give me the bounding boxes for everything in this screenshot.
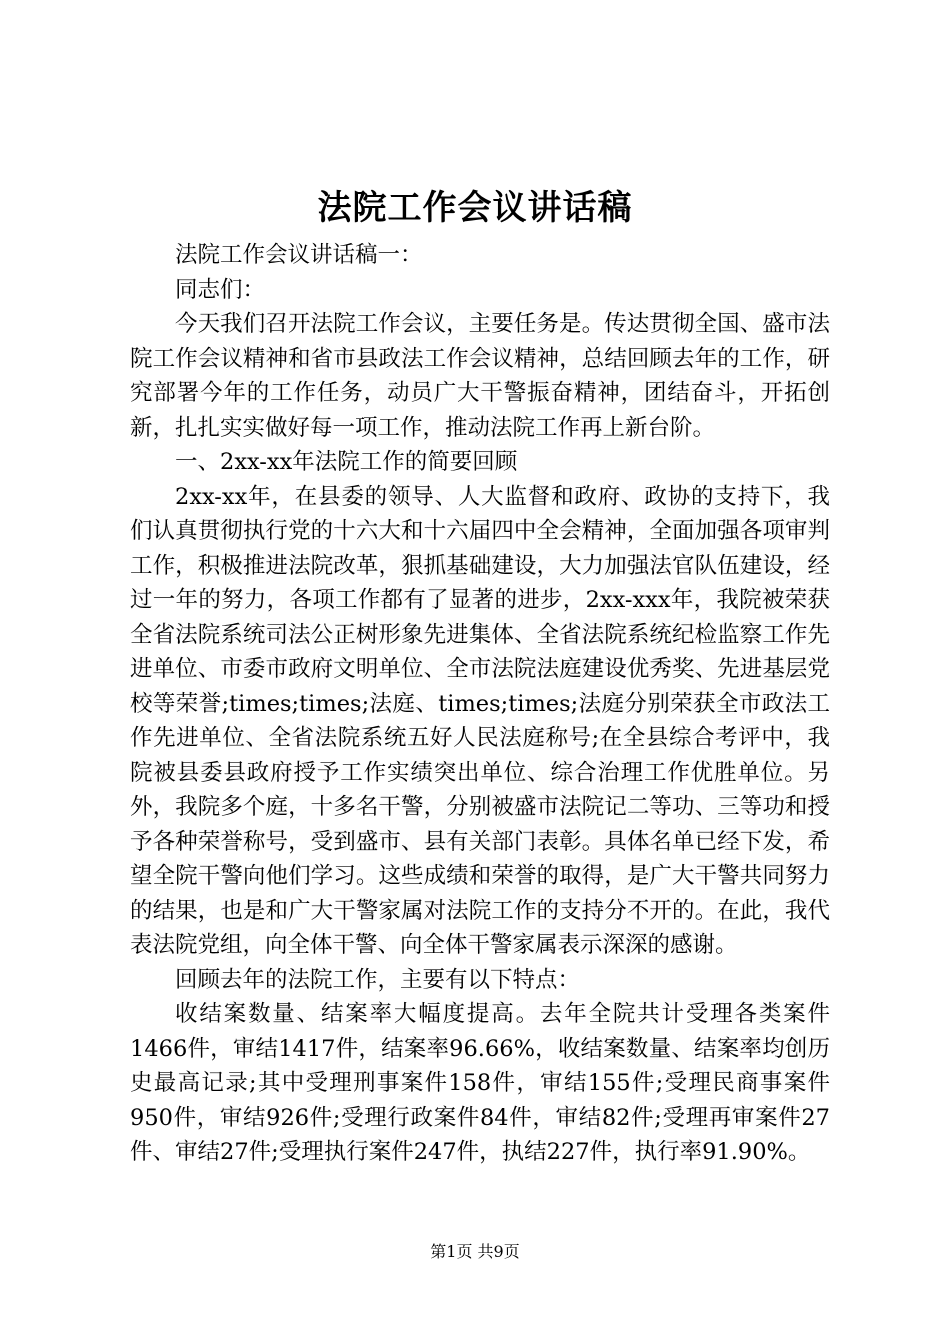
document-body xyxy=(130,238,830,1170)
paragraph-heading-line: 法院工作会议讲话稿一： xyxy=(175,242,423,268)
section-heading: 一、2xx-xx年法院工作的简要回顾 xyxy=(175,449,518,475)
paragraph-review: 2xx-xx年，在县委的领导、人大监督和政府、政协的支持下，我们认真贯彻执行党的十六大和十六届四中全会精神，全面加强各项审判工作，积极推进法院改革，狠抓基础建设，大力加强法官队伍建设，经过一年的努力，各项工作都有了显著的进步，2xx-xxx年，我院被荣获全省法院系统司法公正树形象先进集体、全省法院系统纪检监察工作先进单位、市委市政府文明单位、全市法院法庭建设优秀奖、先进基层党校等荣誉;times;times;法庭、times;times;法庭分别荣获全市政法工作先进单位、全省法院系统五好人民法庭称号;在全县综合考评中，我院被县委县政府授予工作实绩突出单位、综合治理工作优胜单位。另外，我院多个庭，十多名干警，分别被盛市法院记二等功、三等功和授予各种荣誉称号，受到盛市、县有关部门表彰。具体名单已经下发，希望全院干警向他们学习。这些成绩和荣誉的取得，是广大干警共同努力的结果，也是和广大干警家属对法院工作的支持分不开的。在此，我代表法院党组，向全体干警、向全体干警家属表示深深的感谢。 xyxy=(130,483,830,958)
paragraph-salutation: 同志们： xyxy=(175,276,266,303)
page-number-footer: 第1页 共9页 xyxy=(430,1242,520,1261)
paragraph-features-intro: 回顾去年的法院工作，主要有以下特点： xyxy=(175,966,581,993)
paragraph-case-statistics: 收结案数量、结案率大幅度提高。去年全院共计受理各类案件1466件，审结1417件，结案率96.66%，收结案数量、结案率均创历史最高记录;其中受理刑事案件158件，审结155件;受理民商事案件950件，审结926件;受理行政案件84件，审结82件;受理再审案件27件、审结27件;受理执行案件247件，执结227件，执行率91.90%。 xyxy=(130,1001,830,1165)
paragraph-intro: 今天我们召开法院工作会议，主要任务是。传达贯彻全国、盛市法院工作会议精神和省市县政法工作会议精神，总结回顾去年的工作，研究部署今年的工作任务，动员广大干警振奋精神，团结奋斗，开拓创新，扎扎实实做好每一项工作，推动法院工作再上新台阶。 xyxy=(130,311,830,441)
document-title: 法院工作会议讲话稿 xyxy=(317,188,633,228)
